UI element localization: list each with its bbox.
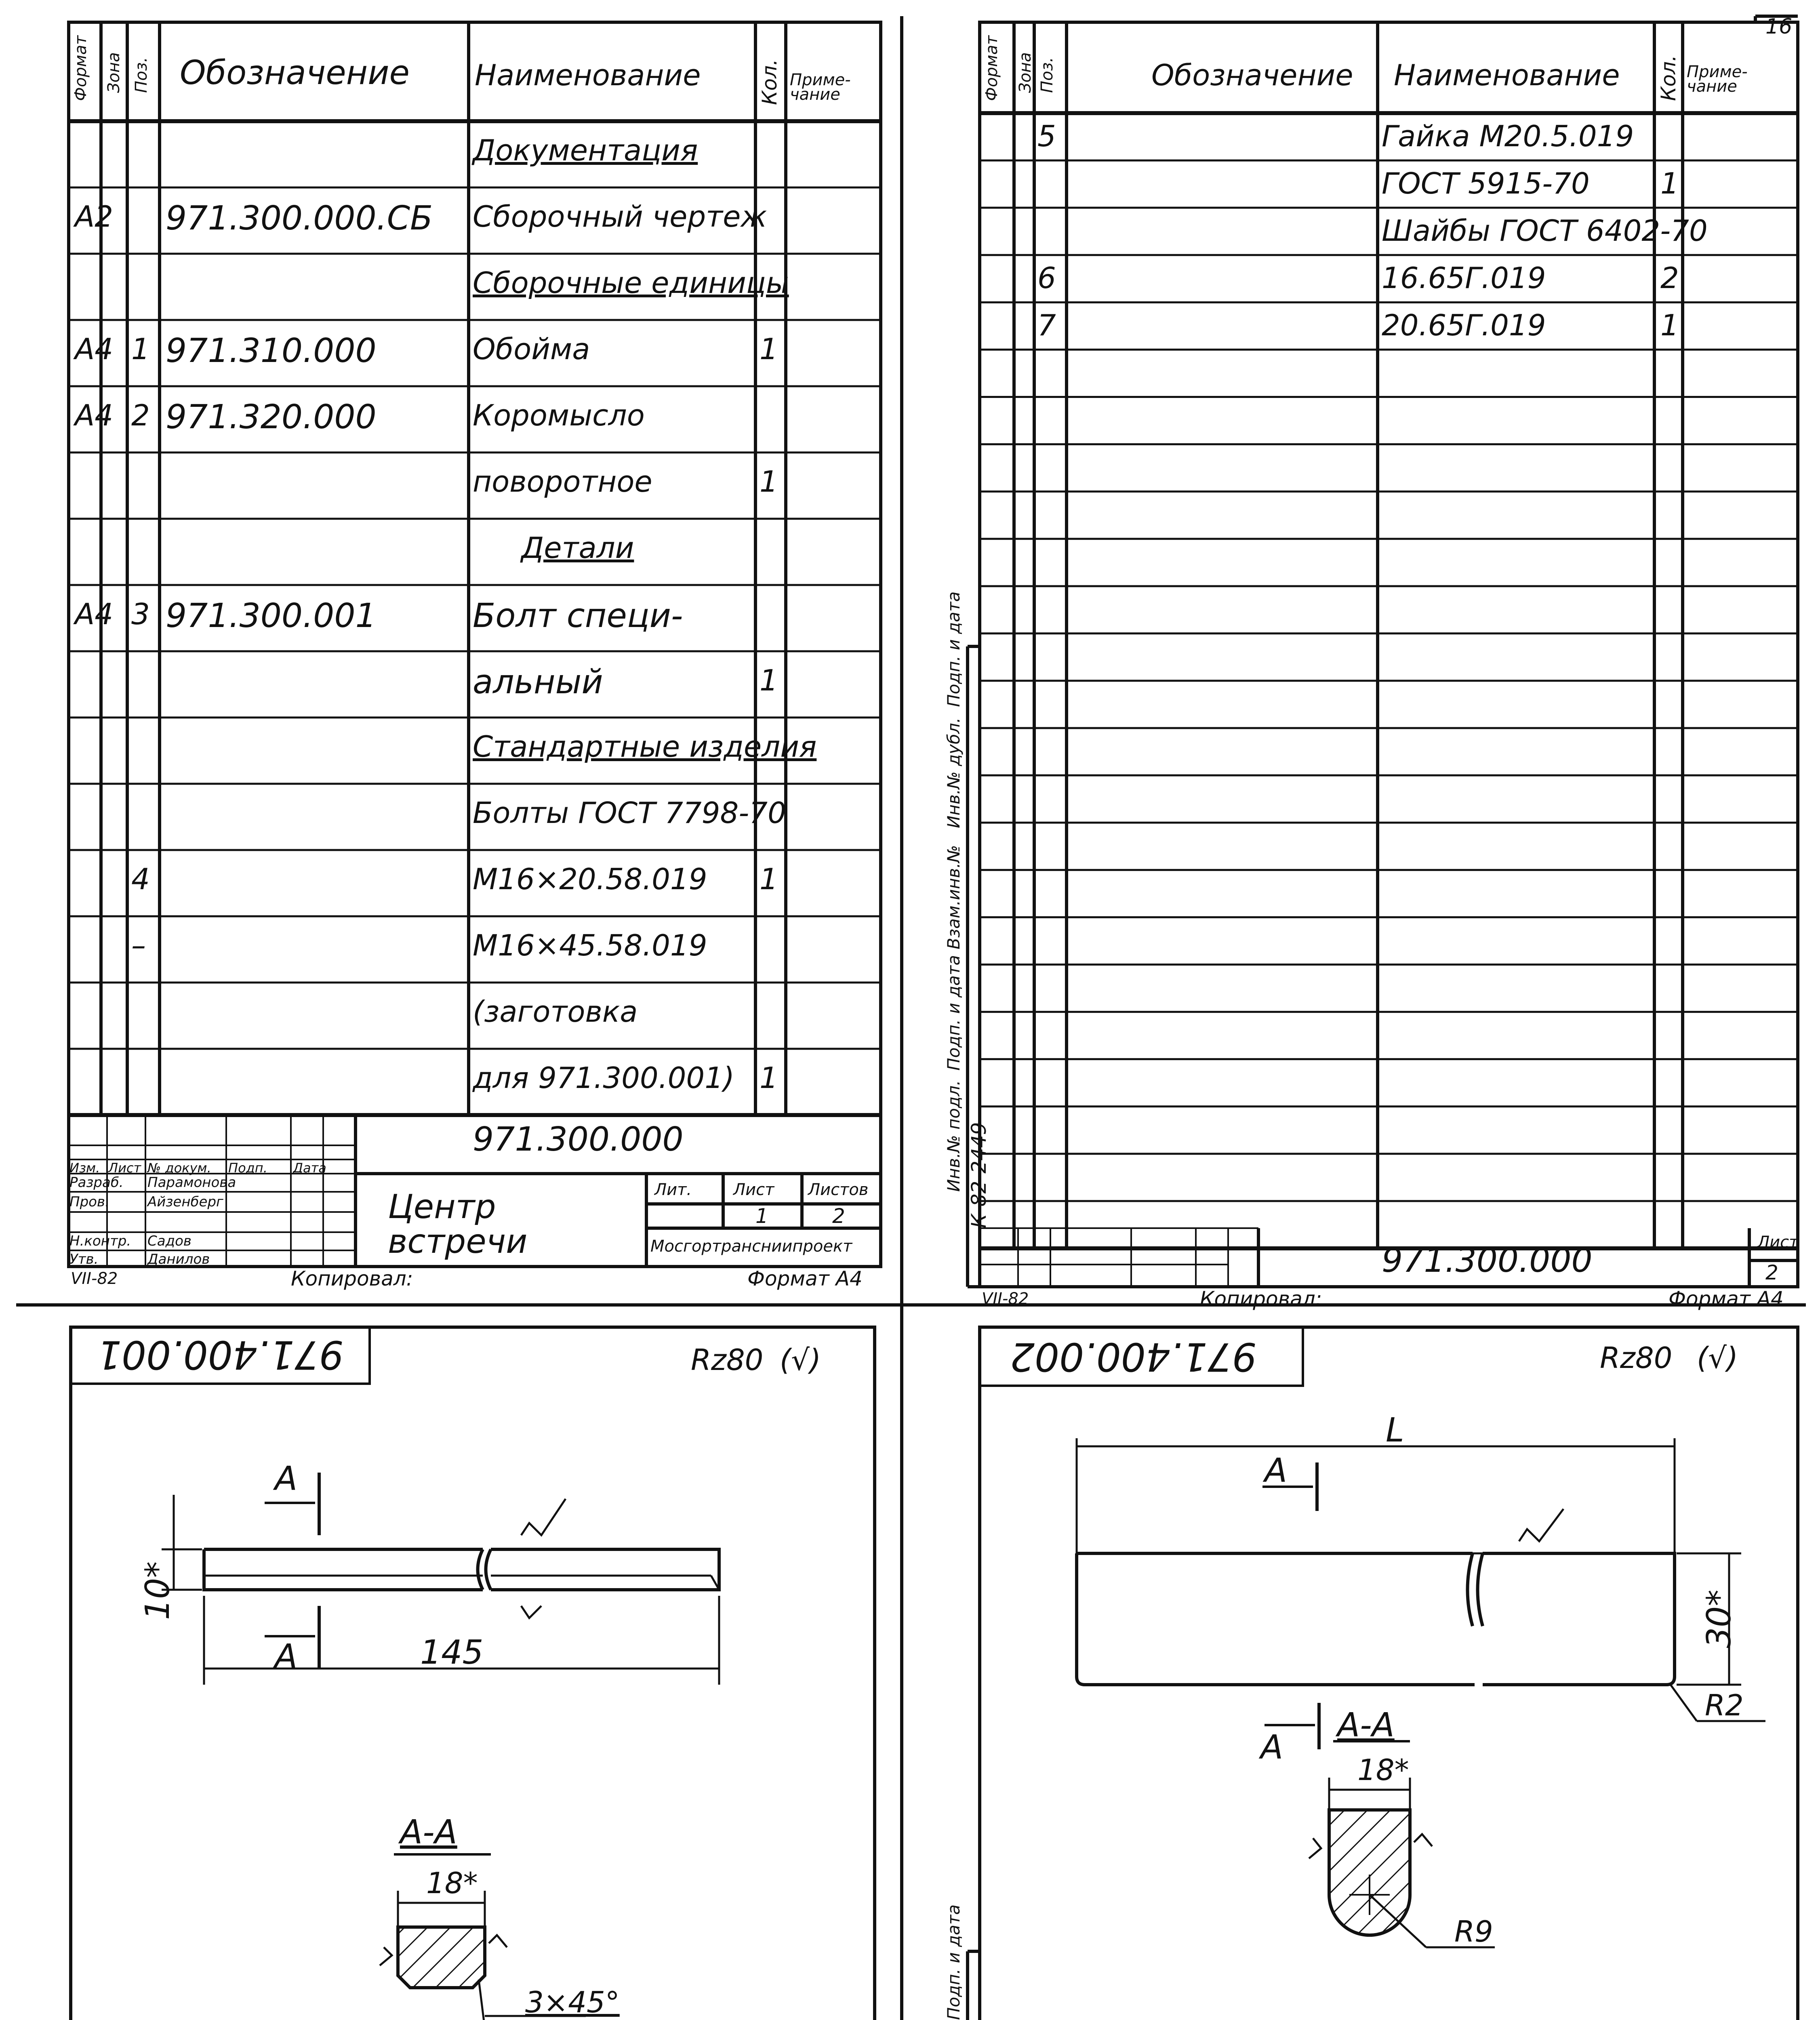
spec1-row-name: Болты ГОСТ 7798-70 bbox=[473, 796, 786, 830]
col-designation-header: Обозначение bbox=[180, 54, 410, 92]
spec1-role-prov: Пров. bbox=[69, 1194, 109, 1210]
spec1-org: Мосгортрансниипроект bbox=[650, 1237, 852, 1256]
spec1-row-designation: 971.310.000 bbox=[166, 332, 377, 370]
part2-section-mark-top: A bbox=[1265, 1452, 1288, 1490]
col-format-header: Формат bbox=[72, 35, 90, 101]
spec1-row-name: М16×20.58.019 bbox=[473, 862, 707, 896]
spec1-row-format: А4 bbox=[75, 597, 114, 631]
spec1-sheets-label: Листов bbox=[808, 1180, 869, 1199]
spec2-row-pos: 6 bbox=[1037, 261, 1056, 295]
col-note-header-2: Приме-чание bbox=[1687, 63, 1748, 96]
spec2-row-qty: 1 bbox=[1660, 308, 1679, 343]
spec1-row-format: А4 bbox=[75, 332, 114, 366]
spec1-row-name: (заготовка bbox=[473, 995, 638, 1029]
spec1-row-name: Обойма bbox=[473, 332, 590, 366]
spec1-row-name: Стандартные изделия bbox=[473, 730, 817, 764]
col-qty-header: Кол. bbox=[758, 59, 781, 105]
spec1-row-pos: 3 bbox=[131, 597, 150, 631]
spec1-role-list: Лист bbox=[108, 1160, 141, 1176]
spec1-row-designation: 971.300.001 bbox=[166, 597, 377, 635]
spec1-row-name: для 971.300.001) bbox=[473, 1061, 735, 1095]
spec2-row-name: 16.65Г.019 bbox=[1382, 261, 1546, 295]
col-pos-header-2: Поз. bbox=[1038, 57, 1056, 93]
spec1-row-name: Коромысло bbox=[473, 398, 645, 433]
spec2-row-name: ГОСТ 5915-70 bbox=[1382, 166, 1590, 201]
spec2-row-name: Гайка М20.5.019 bbox=[1382, 119, 1634, 154]
part2-dim-width: 18* bbox=[1357, 1753, 1409, 1787]
part2-mirrored-label: 971.400.002 bbox=[1010, 1334, 1257, 1379]
spec1-row-pos: 1 bbox=[131, 332, 150, 366]
spec1-row-name: М16×45.58.019 bbox=[473, 928, 707, 963]
spec1-sheet: 1 bbox=[755, 1204, 768, 1228]
spec2-row-name: 20.65Г.019 bbox=[1382, 308, 1546, 343]
col-zone-header-2: Зона bbox=[1016, 52, 1035, 93]
spec1-role-date: Дата bbox=[293, 1160, 326, 1176]
spec2-row-qty: 1 bbox=[1660, 166, 1679, 201]
side-stamp-label: Инв.№ дубл. bbox=[944, 717, 964, 828]
part1-mirrored-label: 971.400.001 bbox=[97, 1332, 344, 1377]
spec1-role-razrab: Разраб. bbox=[69, 1174, 124, 1191]
side-stamp-label: Инв.№ подл. bbox=[944, 1080, 964, 1192]
part1-section-mark-bottom: A bbox=[275, 1637, 298, 1676]
sheet-number: 16 bbox=[1765, 15, 1793, 39]
part2-section-mark-bottom: A bbox=[1260, 1728, 1283, 1767]
part1-roughness: Rz80 bbox=[691, 1343, 764, 1377]
spec1-row-name: Детали bbox=[521, 531, 634, 565]
col-note-header: Приме-чание bbox=[790, 71, 851, 104]
part2-roughness: Rz80 bbox=[1600, 1341, 1673, 1375]
spec1-role-nkontr: Н.контр. bbox=[69, 1233, 131, 1249]
spec1-row-name: Документация bbox=[473, 133, 698, 168]
part1-dim-height: 10* bbox=[139, 1561, 177, 1620]
side-stamp-label: Подп. и дата bbox=[944, 1904, 964, 2020]
spec1-row-pos: 4 bbox=[131, 862, 150, 896]
spec1-sheets: 2 bbox=[832, 1204, 845, 1228]
spec2-format: Формат А4 bbox=[1669, 1287, 1784, 1311]
side-stamp-label: Взам.инв.№ bbox=[944, 845, 964, 949]
spec1-copied: Копировал: bbox=[291, 1267, 413, 1290]
part2-section-title: А-А bbox=[1337, 1706, 1395, 1744]
spec2-doc-number: 971.300.000 bbox=[1382, 1241, 1593, 1280]
spec1-row-name: Болт специ- bbox=[473, 597, 683, 635]
part1-dim-width: 18* bbox=[426, 1866, 478, 1900]
spec2-row-qty: 2 bbox=[1660, 261, 1679, 295]
col-name-header: Наименование bbox=[475, 58, 701, 92]
spec2-date-code: VII-82 bbox=[982, 1290, 1029, 1308]
spec2-row-pos: 7 bbox=[1037, 308, 1056, 343]
spec1-role-sign: Подп. bbox=[228, 1160, 267, 1176]
part2-roughness-paren: (√) bbox=[1697, 1341, 1738, 1375]
part1-chamfer: 3×45° bbox=[525, 1985, 620, 2019]
spec1-row-qty: 1 bbox=[760, 332, 778, 366]
part2-dim-length: L bbox=[1386, 1411, 1404, 1450]
spec1-doc-number: 971.300.000 bbox=[473, 1120, 684, 1159]
spec1-format: Формат А4 bbox=[747, 1267, 863, 1290]
part2-radius-r2: R2 bbox=[1705, 1688, 1744, 1722]
side-stamp-label: Подп. и дата bbox=[944, 955, 964, 1071]
spec1-row-qty: 1 bbox=[760, 465, 778, 499]
spec1-role-izm: Изм. bbox=[69, 1160, 100, 1176]
col-zone-header: Зона bbox=[105, 52, 123, 93]
part1-roughness-paren: (√) bbox=[780, 1343, 821, 1377]
side-stamp-label: Подп. и дата bbox=[944, 591, 964, 707]
spec1-row-designation: 971.320.000 bbox=[166, 398, 377, 437]
spec2-row-name: Шайбы ГОСТ 6402-70 bbox=[1382, 214, 1708, 248]
spec1-date-code: VII-82 bbox=[71, 1269, 118, 1288]
spec1-lit-label: Лит. bbox=[654, 1180, 692, 1199]
spec1-row-name: альный bbox=[473, 663, 603, 702]
part1-view bbox=[162, 1473, 719, 2020]
spec1-name-razrab: Парамонова bbox=[147, 1174, 236, 1191]
col-pos-header: Поз. bbox=[132, 57, 151, 93]
part2-radius-r9: R9 bbox=[1454, 1915, 1493, 1948]
col-qty-header-2: Кол. bbox=[1657, 55, 1680, 101]
spec1-row-format: А4 bbox=[75, 398, 114, 433]
part1-section-mark-top: A bbox=[275, 1460, 298, 1498]
spec1-row-pos: 2 bbox=[131, 398, 150, 433]
spec1-row-name: Сборочный чертеж bbox=[473, 200, 767, 234]
spec1-name-nkontr: Садов bbox=[147, 1233, 191, 1249]
spec1-row-format: А2 bbox=[75, 200, 114, 234]
spec1-name-utv: Данилов bbox=[147, 1251, 210, 1267]
spec1-sheet-label: Лист bbox=[733, 1180, 774, 1199]
spec1-row-designation: 971.300.000.СБ bbox=[166, 199, 433, 238]
spec2-copied: Копировал: bbox=[1200, 1287, 1322, 1311]
col-format-header-2: Формат bbox=[983, 35, 1001, 101]
spec1-row-name: Сборочные единицы bbox=[473, 266, 789, 300]
col-designation-header-2: Обозначение bbox=[1151, 58, 1353, 92]
part2-dim-height: 30* bbox=[1700, 1589, 1738, 1648]
spec1-name-prov: Айзенберг bbox=[147, 1194, 223, 1210]
spec2-sheet: 2 bbox=[1765, 1261, 1778, 1284]
col-name-header-2: Наименование bbox=[1394, 58, 1620, 92]
spec1-title: Центр встречи bbox=[388, 1188, 528, 1261]
part2-view bbox=[1077, 1438, 1765, 2020]
part1-section-title: А-А bbox=[400, 1813, 457, 1852]
spec1-row-pos: – bbox=[131, 928, 146, 963]
spec1-row-qty: 1 bbox=[760, 663, 778, 698]
spec1-role-utv: Утв. bbox=[69, 1251, 99, 1267]
part1-dim-length: 145 bbox=[420, 1633, 484, 1672]
spec1-row-qty: 1 bbox=[760, 862, 778, 896]
spec1-row-qty: 1 bbox=[760, 1061, 778, 1095]
spec1-role-doc: № докум. bbox=[147, 1160, 211, 1176]
spec1-row-name: поворотное bbox=[473, 465, 652, 499]
spec2-side-code: К-82-2449 bbox=[967, 1122, 991, 1228]
spec2-sheet-label: Лист bbox=[1757, 1233, 1799, 1252]
spec2-row-pos: 5 bbox=[1037, 119, 1056, 154]
